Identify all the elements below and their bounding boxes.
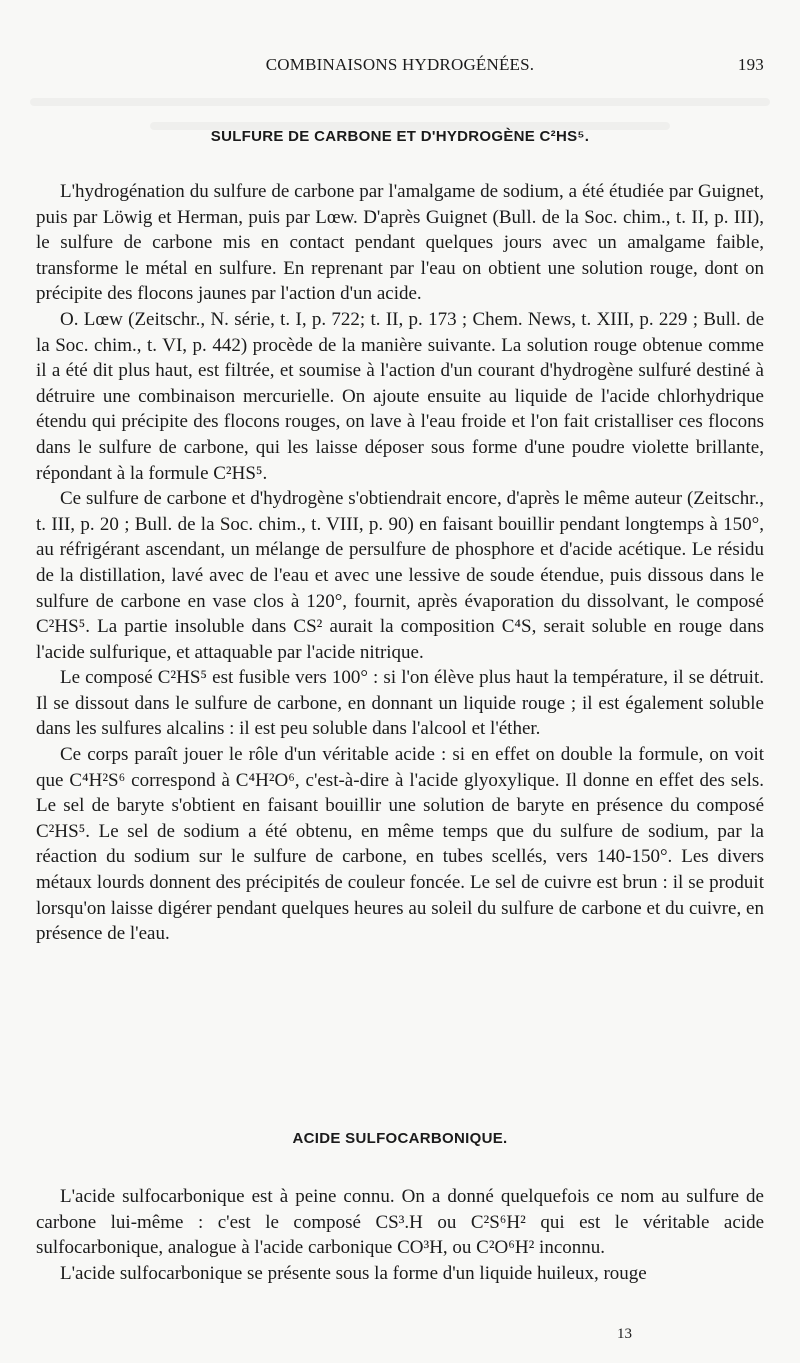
paragraph: Ce corps paraît jouer le rôle d'un véritable acide : si en effet on double la formule, on voit que C⁴H²S⁶ correspond à C⁴H²O⁶, c'est-à-dire à l'acide glyoxylique. Il donne en effet des sels. Le sel de baryte s'obtient en faisant bouillir une solution de baryte en présence du composé C²HS⁵. Le sel de sodium a été obtenu, en même temps que du sulfure de sodium, par la réaction du sodium sur le sulfure de carbone, en tubes scellés, vers 140-150°. Les divers métaux lourds donnent des précipités de couleur foncée. Le sel de cuivre est brun : il se produit lorsqu'on laisse digérer pendant quelques heures au soleil du sulfure de carbone et du cuivre, en présence de l'eau. xyxy=(36,744,764,945)
signature-mark: 13 xyxy=(617,1326,632,1342)
running-head xyxy=(36,55,764,77)
section-heading: ACIDE SULFOCARBONIQUE. xyxy=(292,1130,508,1147)
show-through-text xyxy=(30,98,770,106)
paragraph: L'acide sulfocarbonique est à peine connu. On a donné quelquefois ce nom au sulfure de carbone lui-même : c'est le composé CS³.H ou C²S⁶H² qui est le véritable acide sulfocarbonique, analogue à l'acide carbonique CO³H, ou C²O⁶H² inconnu. xyxy=(36,1186,764,1259)
page-number: 193 xyxy=(737,55,764,74)
section-body xyxy=(36,179,764,947)
running-title: COMBINAISONS HYDROGÉNÉES. xyxy=(265,55,535,74)
paragraph: L'hydrogénation du sulfure de carbone par l'amalgame de sodium, a été étudiée par Guignet, puis par Löwig et Herman, puis par Lœw. D'après Guignet (Bull. de la Soc. chim., t. II, p. III), le sulfure de carbone mis en contact pendant quelques jours avec un amalgame faible, transforme le métal en sulfure. En reprenant par l'eau on obtient une solution rouge, dont on précipite des flocons jaunes par l'action d'un acide. xyxy=(36,181,764,305)
section-body xyxy=(36,1184,764,1286)
paragraph: L'acide sulfocarbonique se présente sous la forme d'un liquide huileux, rouge xyxy=(60,1262,647,1284)
paragraph: Ce sulfure de carbone et d'hydrogène s'obtiendrait encore, d'après le même auteur (Zeitschr., t. III, p. 20 ; Bull. de la Soc. chim., t. VIII, p. 90) en faisant bouillir pendant longtemps à 150°, au réfrigérant ascendant, un mélange de persulfure de phosphore et d'acide acétique. Le résidu de la distillation, lavé avec de l'eau et avec une lessive de soude étendue, puis dissous dans le sulfure de carbone en vase clos à 120°, fournit, après évaporation du dissolvant, le composé C²HS⁵. La partie insoluble dans CS² aurait la composition C⁴S, serait soluble en rouge dans l'acide sulfurique, et attaquable par l'acide nitrique. xyxy=(36,488,764,663)
paragraph: Le composé C²HS⁵ est fusible vers 100° : si l'on élève plus haut la température, il se détruit. Il se dissout dans le sulfure de carbone, en donnant un liquide rouge ; il est également soluble dans les sulfures alcalins : il est peu soluble dans l'alcool et l'éther. xyxy=(36,667,764,740)
paragraph: O. Lœw (Zeitschr., N. série, t. I, p. 722; t. II, p. 173 ; Chem. News, t. XIII, p. 229 ; Bull. de la Soc. chim., t. VI, p. 442) procède de la manière suivante. La solution rouge obtenue comme il a été dit plus haut, est filtrée, et soumise à l'action d'un courant d'hydrogène sulfuré destiné à détruire une combinaison mercurielle. On ajoute ensuite au liquide de l'acide chlorhydrique étendu qui précipite des flocons rouges, on lave à l'eau froide et l'on fait cristalliser ces flocons dans le sulfure de carbone, qui les laisse déposer sous forme d'une poudre violette brillante, répondant à la formule C²HS⁵. xyxy=(36,308,764,484)
section-heading: SULFURE DE CARBONE ET D'HYDROGÈNE C²HS⁵. xyxy=(210,128,590,145)
